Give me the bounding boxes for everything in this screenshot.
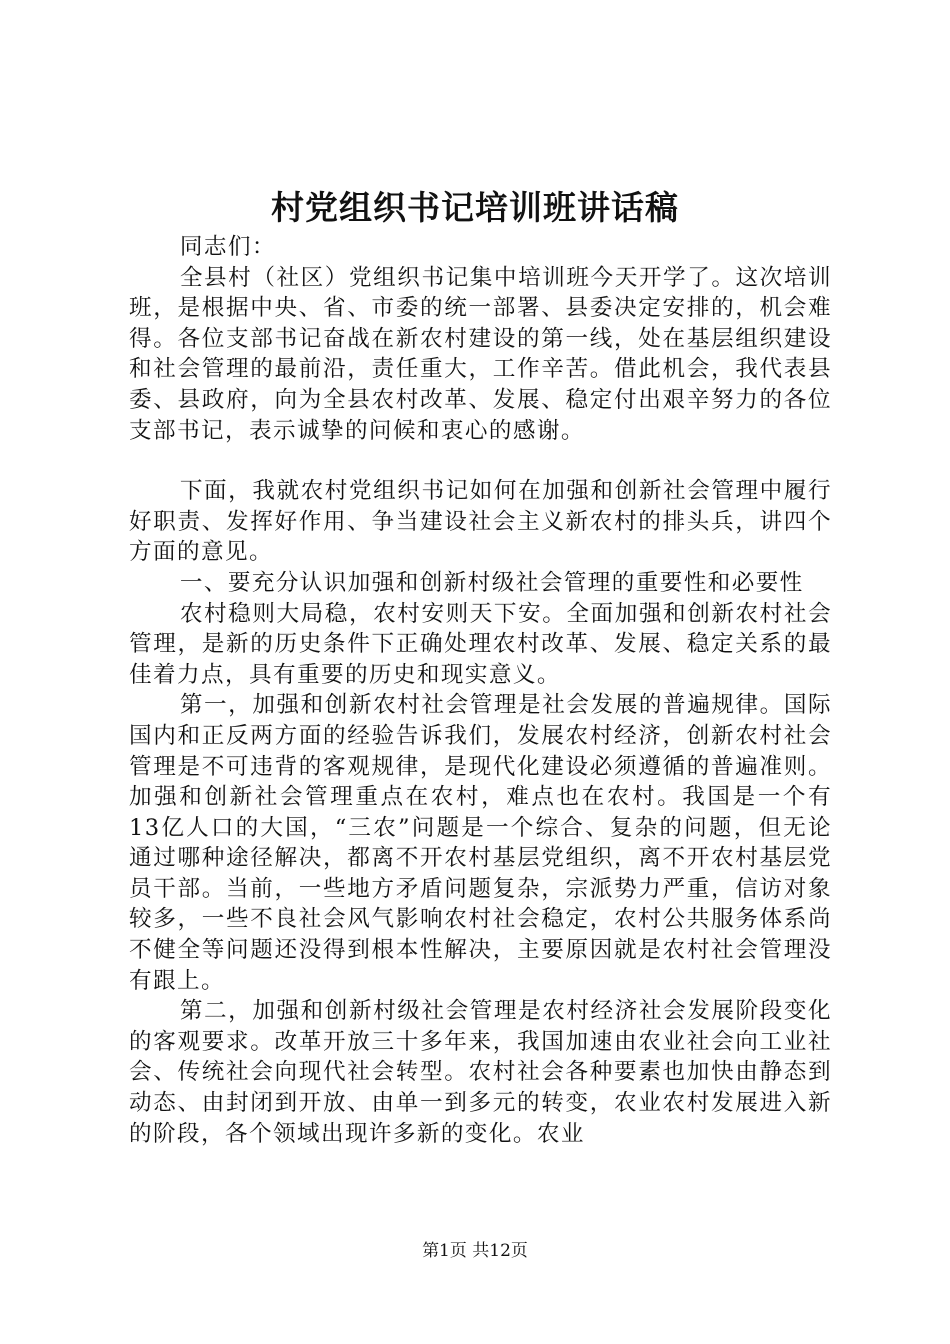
document-title: 村党组织书记培训班讲话稿: [271, 188, 679, 227]
paragraph-point-2: 第二，加强和创新村级社会管理是农村经济社会发展阶段变化的客观要求。改革开放三十多年来，我国加速由农业社会向工业社会、传统社会向现代社会转型。农村社会各种要素也加快由静态到动态、由封闭到开放、由单一到多元的转变，农业农村发展进入新的阶段，各个领域出现许多新的变化。农业: [129, 998, 832, 1147]
document-body: [129, 232, 832, 1149]
salutation: 同志们：: [179, 234, 276, 260]
page-footer: 第1页 共12页: [422, 1241, 528, 1261]
paragraph-opening: 全县村（社区）党组织书记集中培训班今天开学了。这次培训班，是根据中央、省、市委的统一部署、县委决定安排的，机会难得。各位支部书记奋战在新农村建设的第一线，处在基层组织建设和社会管理的最前沿，责任重大，工作辛苦。借此机会，我代表县委、县政府，向为全县农村改革、发展、稳定付出艰辛努力的各位支部书记，表示诚挚的问候和衷心的感谢。: [129, 264, 832, 444]
paragraph-section-1: 农村稳则大局稳，农村安则天下安。全面加强和创新农村社会管理，是新的历史条件下正确处理农村改革、发展、稳定关系的最佳着力点，具有重要的历史和现实意义。: [129, 600, 832, 688]
section-heading-1: 一、要充分认识加强和创新村级社会管理的重要性和必要性: [179, 569, 804, 596]
paragraph-intro: 下面，我就农村党组织书记如何在加强和创新社会管理中履行好职责、发挥好作用、争当建设社会主义新农村的排头兵，讲四个方面的意见。: [129, 478, 832, 566]
paragraph-point-1: 第一，加强和创新农村社会管理是社会发展的普遍规律。国际国内和正反两方面的经验告诉我们，发展农村经济，创新农村社会管理是不可违背的客观规律，是现代化建设必须遵循的普遍准则。加强和创新社会管理重点在农村，难点也在农村。我国是一个有13亿人口的大国，“三农”问题是一个综合、复杂的问题，但无论通过哪种途径解决，都离不开农村基层党组织，离不开农村基层党员干部。当前，一些地方矛盾问题复杂，宗派势力严重，信访对象较多，一些不良社会风气影响农村社会稳定，农村公共服务体系尚不健全等问题还没得到根本性解决，主要原因就是农村社会管理没有跟上。: [129, 692, 832, 994]
